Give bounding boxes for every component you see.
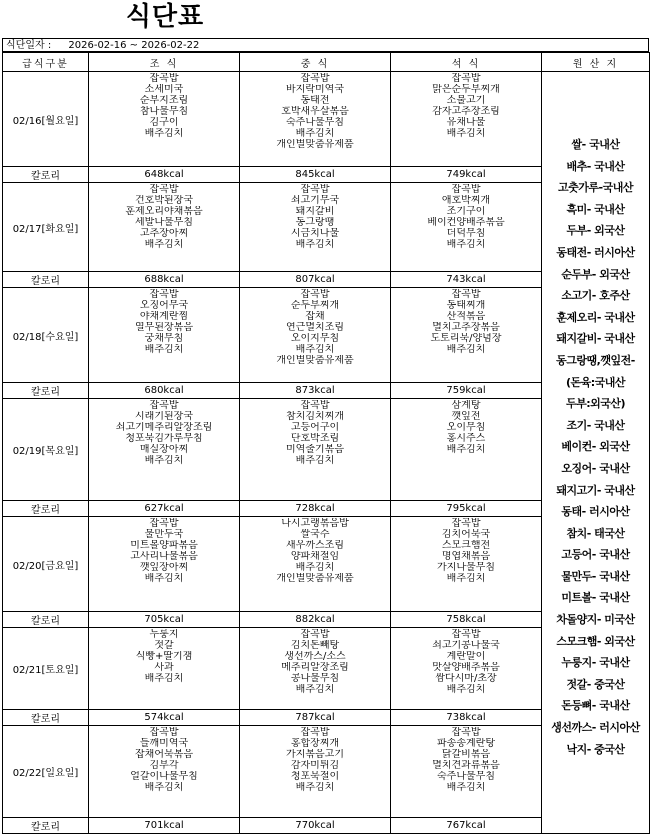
menu-item: 배추김치 [295, 455, 335, 466]
menu-item: 숙주나물무침 [286, 117, 344, 128]
origin-item: 소고기- 호주산 [561, 289, 630, 303]
menu-item: 김치돈빼탕 [290, 640, 340, 651]
menu-item: 가지볶음고기 [286, 749, 344, 760]
calorie-value: 759kcal [391, 383, 542, 399]
origin-item: 오징어- 국내산 [561, 461, 630, 475]
header-row [3, 53, 650, 72]
menu-item: 단호박조림 [290, 433, 340, 444]
lunch-menu [240, 517, 391, 612]
origin-item: 순두부- 외국산 [561, 267, 630, 281]
menu-item: 물만두국 [144, 529, 184, 540]
menu-item: 생선까스/소스 [284, 651, 346, 662]
menu-item: 베이컨양배추볶음 [427, 217, 505, 228]
dinner-menu [391, 517, 542, 612]
menu-item: 배추김치 [446, 128, 486, 139]
menu-item: 배추김치 [295, 782, 335, 793]
menu-item: 호박새우살볶음 [281, 106, 349, 117]
menu-item: 오징어무국 [139, 300, 189, 311]
period-label: 식단일자 : [6, 40, 52, 51]
menu-item: 새우까스조림 [286, 540, 344, 551]
menu-item: 배추김치 [144, 455, 184, 466]
menu-item: 미역줄기볶음 [286, 444, 344, 455]
origin-item: 낙지- 중국산 [566, 742, 625, 756]
menu-item: 김치어묵국 [441, 529, 491, 540]
menu-item: 잡곡밥 [149, 518, 179, 529]
menu-item: 사과 [154, 662, 174, 673]
day-label: 02/17[화요일] [3, 183, 89, 272]
menu-item: 오이지무침 [290, 333, 340, 344]
lunch-menu [240, 288, 391, 383]
menu-item: 김구이 [149, 117, 179, 128]
menu-item: 배추김치 [446, 239, 486, 250]
menu-item: 유채나물 [446, 117, 486, 128]
menu-item: 동태전 [300, 95, 330, 106]
menu-item: 소세미국 [144, 84, 184, 95]
calorie-value: 648kcal [89, 167, 240, 183]
breakfast-menu [89, 399, 240, 501]
meal-period [2, 38, 649, 52]
menu-item: 계란말이 [446, 651, 486, 662]
header-breakfast: 조 식 [89, 53, 240, 72]
menu-item: 닭갈비볶음 [441, 749, 491, 760]
menu-item: 감자미튀김 [290, 760, 340, 771]
origin-item: 동그랑땡,깻잎전- [556, 353, 635, 367]
menu-item: 쌀국수 [300, 529, 330, 540]
origin-item: 고등어- 국내산 [561, 548, 630, 562]
calorie-value: 688kcal [89, 272, 240, 288]
menu-item: 삼계탕 [451, 400, 481, 411]
menu-item: 쇠고기메추리알장조림 [115, 422, 213, 433]
menu-item: 얼갈이나물무침 [130, 771, 198, 782]
breakfast-menu [89, 628, 240, 710]
calorie-value: 807kcal [240, 272, 391, 288]
menu-item: 배추김치 [144, 782, 184, 793]
calorie-value: 882kcal [240, 612, 391, 628]
day-label: 02/20[금요일] [3, 517, 89, 612]
menu-item: 오이무침 [446, 422, 486, 433]
menu-item: 배추김치 [295, 562, 335, 573]
menu-item: 순두부찌개 [290, 300, 340, 311]
menu-item: 고추장아찌 [139, 228, 189, 239]
menu-item: 잡곡밥 [149, 400, 179, 411]
header-lunch: 중 식 [240, 53, 391, 72]
calorie-value: 743kcal [391, 272, 542, 288]
origin-item: 흑미- 국내산 [566, 202, 625, 216]
lunch-menu [240, 726, 391, 818]
day-label: 02/16[월요일] [3, 72, 89, 167]
origin-item: 조기- 국내산 [566, 418, 625, 432]
menu-item: 잡곡밥 [451, 727, 481, 738]
menu-item: 건호박된장국 [135, 195, 193, 206]
day-label: 02/18[수요일] [3, 288, 89, 383]
dinner-menu [391, 72, 542, 167]
menu-item: 젓갈 [154, 640, 174, 651]
dinner-menu [391, 183, 542, 272]
menu-item: 잡곡밥 [300, 400, 330, 411]
menu-item: 김부각 [149, 760, 179, 771]
calorie-value: 787kcal [240, 710, 391, 726]
menu-item: 청포묵절이 [290, 771, 340, 782]
menu-item: 멸치고추장볶음 [432, 322, 500, 333]
page-title: 식단표 [125, 2, 205, 32]
calorie-label: 칼로리 [3, 501, 89, 517]
menu-item: 순부지조림 [139, 95, 189, 106]
calorie-label: 칼로리 [3, 383, 89, 399]
menu-table [2, 52, 650, 834]
origin-list [542, 72, 650, 834]
menu-item: 홍시주스 [446, 433, 486, 444]
menu-item: 배추김치 [295, 344, 335, 355]
menu-item: 잡곡밥 [451, 73, 481, 84]
menu-item: 세발나물무침 [135, 217, 193, 228]
origin-item: 참치- 태국산 [566, 526, 625, 540]
menu-item: 잡곡밥 [451, 629, 481, 640]
menu-item: 고등어구이 [290, 422, 340, 433]
menu-item: 배추김치 [144, 573, 184, 584]
origin-item: 두부- 외국산 [566, 224, 625, 238]
menu-item: 동태찌개 [446, 300, 486, 311]
menu-item: 깻잎장아찌 [139, 562, 189, 573]
breakfast-menu [89, 517, 240, 612]
menu-item: 잡곡밥 [300, 629, 330, 640]
menu-item: 홍합장찌개 [290, 738, 340, 749]
menu-item: 배추김치 [446, 344, 486, 355]
day-menu-row [3, 72, 650, 167]
calorie-label: 칼로리 [3, 710, 89, 726]
menu-item: 배추김치 [144, 673, 184, 684]
origin-item: 물만두- 국내산 [561, 569, 630, 583]
menu-item: 배추김치 [295, 128, 335, 139]
origin-item: 베이컨- 외국산 [561, 440, 630, 454]
menu-item: 양파채절임 [290, 551, 340, 562]
origin-item: 생선까스- 러시아산 [551, 721, 640, 735]
menu-item: 잡채 [305, 311, 325, 322]
dinner-menu [391, 628, 542, 710]
menu-item: 동그랑땡 [295, 217, 335, 228]
dinner-menu [391, 726, 542, 818]
menu-item: 잡곡밥 [300, 73, 330, 84]
menu-item: 궁채무침 [144, 333, 184, 344]
breakfast-menu [89, 288, 240, 383]
menu-item: 감자고추장조림 [432, 106, 500, 117]
menu-item: 조기구이 [446, 206, 486, 217]
menu-item: 잡곡밥 [451, 184, 481, 195]
calorie-value: 627kcal [89, 501, 240, 517]
header-dinner: 석 식 [391, 53, 542, 72]
menu-item: 잡곡밥 [149, 727, 179, 738]
calorie-value: 749kcal [391, 167, 542, 183]
menu-item: 청포묵김가루무침 [125, 433, 203, 444]
menu-item: 가지나물무침 [437, 562, 495, 573]
menu-item: 식빵+딸기잼 [135, 651, 193, 662]
menu-item: 배추김치 [144, 239, 184, 250]
lunch-menu [240, 399, 391, 501]
origin-item: 누룽지- 국내산 [561, 656, 630, 670]
calorie-value: 728kcal [240, 501, 391, 517]
menu-item: 더덕무침 [446, 228, 486, 239]
menu-item: 배추김치 [144, 344, 184, 355]
calorie-label: 칼로리 [3, 612, 89, 628]
menu-item: 명엽채볶음 [441, 551, 491, 562]
menu-item: 배추김치 [446, 684, 486, 695]
menu-item: 배추김치 [295, 239, 335, 250]
menu-item: 맛살양배추볶음 [432, 662, 500, 673]
calorie-value: 758kcal [391, 612, 542, 628]
origin-item: 고춧가루-국내산 [558, 181, 633, 195]
menu-item: 메추리알장조림 [281, 662, 349, 673]
menu-item: 숙주나물무침 [437, 771, 495, 782]
origin-item: (돈육:국내산 [565, 375, 626, 389]
menu-item: 참치김치찌개 [286, 411, 344, 422]
calorie-value: 701kcal [89, 818, 240, 834]
origin-item: 젓갈- 중국산 [566, 677, 625, 691]
calorie-label: 칼로리 [3, 167, 89, 183]
menu-item: 시래기된장국 [135, 411, 193, 422]
lunch-menu [240, 72, 391, 167]
menu-item: 콩나물무침 [290, 673, 340, 684]
calorie-label: 칼로리 [3, 818, 89, 834]
menu-item: 소불고기 [446, 95, 486, 106]
menu-item: 열무된장볶음 [135, 322, 193, 333]
day-label: 02/22[일요일] [3, 726, 89, 818]
breakfast-menu [89, 183, 240, 272]
menu-item: 매실장아찌 [139, 444, 189, 455]
origin-item: 돼지갈비- 국내산 [556, 332, 635, 346]
menu-item: 맑은순두부찌개 [432, 84, 500, 95]
menu-item: 스모크햄전 [441, 540, 491, 551]
day-label: 02/21[토요일] [3, 628, 89, 710]
origin-item: 쌀- 국내산 [571, 138, 620, 151]
calorie-value: 845kcal [240, 167, 391, 183]
origin-item: 두부:외국산) [565, 397, 626, 411]
menu-item: 잡곡밥 [149, 184, 179, 195]
menu-item: 잡곡밥 [149, 73, 179, 84]
calorie-value: 705kcal [89, 612, 240, 628]
menu-item: 배추김치 [295, 684, 335, 695]
menu-item: 개인별맞춤유제품 [276, 355, 354, 366]
breakfast-menu [89, 72, 240, 167]
menu-item: 돼지갈비 [295, 206, 335, 217]
menu-item: 참나물무침 [139, 106, 189, 117]
menu-item: 깻잎전 [451, 411, 481, 422]
origin-item: 스모크햄- 외국산 [556, 634, 635, 648]
header-origin: 원 산 지 [542, 53, 650, 72]
origin-item: 차돌양지- 미국산 [556, 613, 635, 627]
origin-item: 동태- 러시아산 [561, 505, 630, 519]
menu-item: 잡곡밥 [149, 289, 179, 300]
menu-item: 개인별맞춤유제품 [276, 139, 354, 150]
lunch-menu [240, 183, 391, 272]
calorie-value: 738kcal [391, 710, 542, 726]
menu-item: 고사리나물볶음 [130, 551, 198, 562]
menu-item: 연근멸치조림 [286, 322, 344, 333]
origin-item: 배추- 국내산 [566, 159, 625, 173]
menu-item: 쇠고기무국 [290, 195, 340, 206]
calorie-label: 칼로리 [3, 272, 89, 288]
breakfast-menu [89, 726, 240, 818]
dinner-menu [391, 399, 542, 501]
menu-item: 쌈다시마/초장 [435, 673, 497, 684]
menu-item: 산적볶음 [446, 311, 486, 322]
menu-item: 애호박찌개 [441, 195, 491, 206]
calorie-value: 680kcal [89, 383, 240, 399]
header-category: 급식구분 [3, 53, 89, 72]
calorie-value: 873kcal [240, 383, 391, 399]
menu-item: 나시고랭볶음밥 [281, 518, 349, 529]
menu-item: 잡곡밥 [300, 289, 330, 300]
menu-item: 잡채어묵볶음 [135, 749, 193, 760]
menu-item: 개인별맞춤유제품 [276, 573, 354, 584]
calorie-value: 767kcal [391, 818, 542, 834]
menu-item: 멸치견과류볶음 [432, 760, 500, 771]
calorie-value: 574kcal [89, 710, 240, 726]
menu-item: 잡곡밥 [300, 184, 330, 195]
calorie-value: 770kcal [240, 818, 391, 834]
menu-item: 미트볼양파볶음 [130, 540, 198, 551]
menu-item: 잡곡밥 [451, 518, 481, 529]
period-value: 2026-02-16 ~ 2026-02-22 [68, 40, 200, 51]
menu-item: 도토리묵/양념장 [430, 333, 502, 344]
origin-item: 훈제오리- 국내산 [556, 310, 635, 324]
menu-item: 쇠고기콩나물국 [432, 640, 500, 651]
origin-item: 돈등뼈- 국내산 [561, 699, 630, 713]
menu-item: 배추김치 [144, 128, 184, 139]
menu-item: 잡곡밥 [300, 727, 330, 738]
menu-item: 야채계란찜 [139, 311, 189, 322]
menu-item: 훈제오리야채볶음 [125, 206, 203, 217]
day-label: 02/19[목요일] [3, 399, 89, 501]
calorie-value: 795kcal [391, 501, 542, 517]
menu-item: 배추김치 [446, 444, 486, 455]
menu-item: 누룽지 [149, 629, 179, 640]
menu-item: 들깨미역국 [139, 738, 189, 749]
menu-item: 바지락미역국 [286, 84, 344, 95]
menu-item: 배추김치 [446, 782, 486, 793]
dinner-menu [391, 288, 542, 383]
menu-item: 파송송계란탕 [437, 738, 495, 749]
origin-item: 돼지고기- 국내산 [556, 483, 635, 497]
lunch-menu [240, 628, 391, 710]
origin-item: 미트볼- 국내산 [561, 591, 630, 605]
origin-item: 동태전- 러시아산 [556, 245, 635, 259]
menu-item: 시금치나물 [290, 228, 340, 239]
menu-item: 배추김치 [446, 573, 486, 584]
menu-item: 잡곡밥 [451, 289, 481, 300]
